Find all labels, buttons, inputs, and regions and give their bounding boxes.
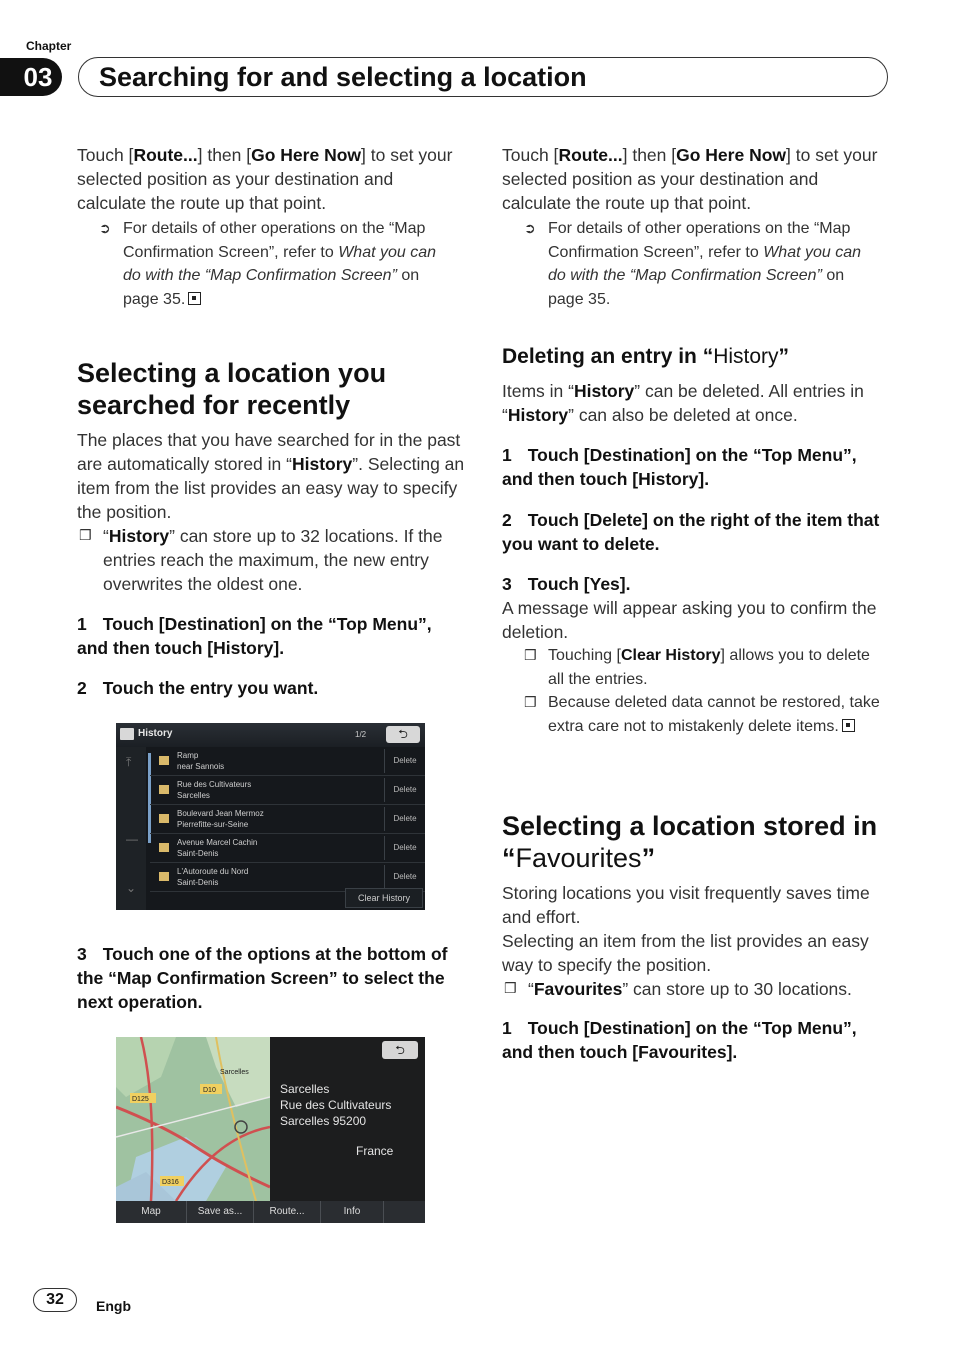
clear-history-button[interactable]: Clear History [345,888,423,908]
delete-button[interactable]: Delete [384,865,425,889]
page-number: 32 [33,1288,77,1312]
step-2: 2 Touch the entry you want. [77,678,319,698]
history-row[interactable]: Rue des Cultivateurs Sarcelles Delete [150,777,425,805]
history-scroll-side [116,747,146,910]
favourites-paragraph-1: Storing locations you visit frequently saves time and effort. [502,883,870,927]
step-1: 1 Touch [Destination] on the “Top Menu”, and then touch [History]. [77,614,432,658]
delete-step-2: 2 Touch [Delete] on the right of the item that you want to delete. [502,510,880,554]
chapter-label: Chapter [26,39,72,53]
intro-paragraph: Touch [Route...] then [Go Here Now] to set your selected position as your destination and calculate the route up that point. [77,145,453,213]
left-intro [77,143,467,311]
flag-icon [159,814,169,823]
location-info-panel: Sarcelles Rue des Cultivateurs Sarcelles 95200 France [270,1037,425,1201]
end-mark-icon [188,292,201,305]
flag-icon [159,785,169,794]
chapter-number: 03 [0,58,62,96]
history-capacity-note: ❒ “History” can store up to 32 locations. If the entries reach the maximum, the new entry overwrites the oldest one. [79,526,443,594]
history-row[interactable]: L'Autoroute du Nord Saint-Denis Delete [150,864,425,892]
flag-icon [159,843,169,852]
history-list [150,748,425,893]
map-confirmation-screenshot [116,1037,425,1223]
checkbox-icon: ❒ [504,980,517,996]
step-3: 3 Touch one of the options at the bottom of the “Map Confirmation Screen” to select the next operation. [77,944,448,1012]
checkbox-icon: ❒ [524,647,537,663]
history-folder-icon [120,728,134,740]
intro-note: ➲ For details of other operations on the “Map Confirmation Screen”, refer to What you can do with the “Map Confirmation Screen” on page 35. [522,217,892,311]
map-button[interactable]: Map [116,1201,187,1223]
intro-note: ➲ For details of other operations on the “Map Confirmation Screen”, refer to What you can do with the “Map Confirmation Screen” on page 35. [97,217,467,311]
map-view[interactable] [116,1037,270,1201]
delete-step-1: 1 Touch [Destination] on the “Top Menu”, and then touch [History]. [502,445,857,489]
back-arrow-icon[interactable]: ⮌ [386,726,420,743]
scroll-down-icon[interactable]: ⌄ [126,881,137,895]
svg-text:Sarcelles: Sarcelles [220,1069,249,1076]
intro-paragraph: Touch [Route...] then [Go Here Now] to set your selected position as your destination and calculate the route up that point. [502,145,878,213]
history-row[interactable]: Ramp near Sannois Delete [150,748,425,776]
delete-step-3-paragraph: A message will appear asking you to confirm the deletion. [502,598,877,642]
scroll-divider-icon: — [126,832,138,846]
note-arrow-icon: ➲ [99,220,111,236]
cannot-restore-note: ❒ Because deleted data cannot be restored, take extra care not to mistakenly delete items. [522,691,892,738]
language-code: Engb [96,1298,131,1314]
svg-text:D316: D316 [162,1179,179,1186]
flag-icon [159,756,169,765]
section-title-recent: Selecting a location you searched for recently [77,358,387,420]
delete-button[interactable]: Delete [384,836,425,860]
map-action-bar [116,1201,425,1223]
delete-button[interactable]: Delete [384,807,425,831]
delete-step-3: 3 Touch [Yes]. [502,574,631,594]
deleting-heading: Deleting an entry in “History” [502,345,790,368]
favourites-capacity-note: ❒ “Favourites” can store up to 30 locations. [504,979,852,999]
history-title: History [138,728,173,739]
route-button[interactable]: Route... [254,1201,321,1223]
history-row[interactable]: Avenue Marcel Cachin Saint-Denis Delete [150,835,425,863]
note-arrow-icon: ➲ [524,220,536,236]
favourites-step-1: 1 Touch [Destination] on the “Top Menu”, and then touch [Favourites]. [502,1018,857,1062]
history-row[interactable]: Boulevard Jean Mermoz Pierrefitte-sur-Seine Delete [150,806,425,834]
flag-icon [159,872,169,881]
recent-paragraph: The places that you have searched for in the past are automatically stored in “History”. Selecting an item from the list provides an easy way to specify the position. [77,430,465,522]
scroll-up-icon[interactable]: ⤒ [126,755,132,769]
delete-button[interactable]: Delete [384,749,425,773]
svg-text:D10: D10 [203,1087,216,1094]
history-page-indicator: 1/2 [355,730,367,739]
history-screenshot [116,723,425,910]
delete-button[interactable]: Delete [384,778,425,802]
favourites-paragraph-2: Selecting an item from the list provides an easy way to specify the position. [502,931,869,975]
right-intro [502,143,892,311]
checkbox-icon: ❒ [79,527,92,543]
deleting-paragraph: Items in “History” can be deleted. All entries in “History” can also be deleted at once. [502,381,864,425]
clear-history-note: ❒ Touching [Clear History] allows you to delete all the entries. [522,644,892,691]
svg-text:D125: D125 [132,1096,149,1103]
save-as-button[interactable]: Save as... [187,1201,254,1223]
chapter-title: Searching for and selecting a location [78,57,888,97]
back-arrow-icon[interactable]: ⮌ [382,1041,418,1059]
end-mark-icon [842,719,855,732]
section-title-favourites: Selecting a location stored in “Favourites” [502,811,878,873]
info-button[interactable]: Info [321,1201,384,1223]
checkbox-icon: ❒ [524,694,537,710]
